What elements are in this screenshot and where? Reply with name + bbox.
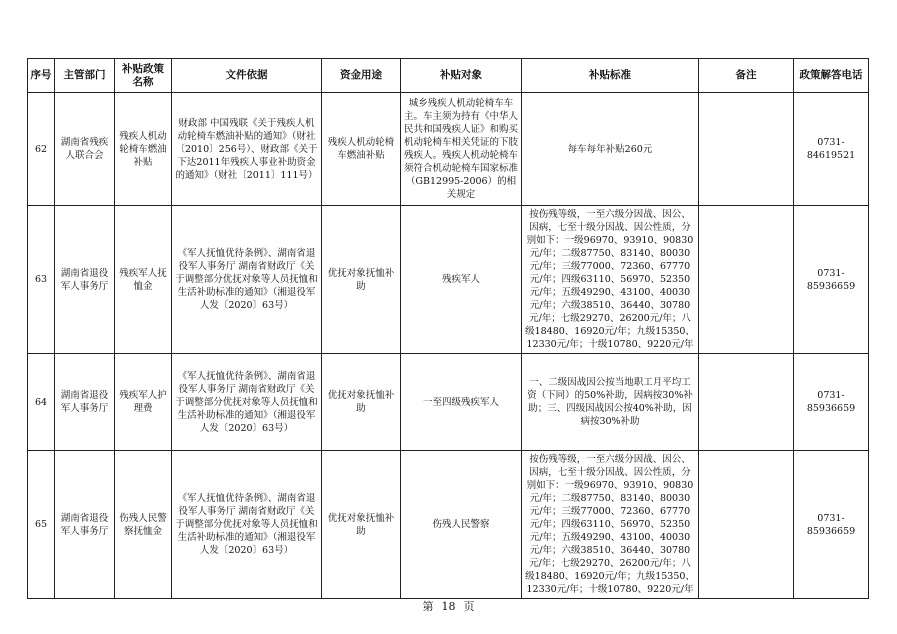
row-phone: 0731-84619521 [794, 93, 869, 206]
row-remark [699, 451, 794, 599]
table-row [28, 451, 869, 599]
row-dept: 湖南省退役军人事务厅 [55, 206, 115, 354]
row-standard: 一、二级因战因公按当地职工月平均工资（下同）的50%补助，因病按30%补助；三、四级因战因公按40%补助，因病按30%补助 [522, 354, 699, 451]
header-policy: 补贴政策名称 [115, 59, 172, 93]
row-phone: 0731-85936659 [794, 451, 869, 599]
row-phone: 0731-85936659 [794, 206, 869, 354]
row-standard: 按伤残等级，一至六级分因战、因公、因病，七至十级分因战、因公性质，分别如下：一级96970、93910、90830元/年；二级87750、83140、80030元/年；三级77000、72360、67770元/年；四级63110、56970、52350元/年；五级49290、43100、40030元/年；六级38510、36440、30780元/年；七级29270、26200元/年；八级18480、16920元/年；九级15350、12330元/年；十级10780、9220元/年 [522, 206, 699, 354]
row-dept: 湖南省退役军人事务厅 [55, 451, 115, 599]
row-use: 残疾人机动轮椅车燃油补贴 [322, 93, 401, 206]
row-dept: 湖南省退役军人事务厅 [55, 354, 115, 451]
row-basis: 《军人抚恤优待条例》、湖南省退役军人事务厅 湖南省财政厅《关于调整部分优抚对象等人员抚恤和生活补助标准的通知》（湘退役军人发〔2020〕63号） [172, 206, 322, 354]
row-remark [699, 206, 794, 354]
header-phone: 政策解答电话 [794, 59, 869, 93]
row-policy: 残疾军人抚恤金 [115, 206, 172, 354]
row-target: 城乡残疾人机动轮椅车车主。车主须为持有《中华人民共和国残疾人证》和购买机动轮椅车相关凭证的下肢残疾人。残疾人机动轮椅车须符合机动轮椅车国家标准（GB12995-2006）的相关规定 [401, 93, 522, 206]
header-remark: 备注 [699, 59, 794, 93]
row-remark [699, 93, 794, 206]
footer-suffix: 页 [463, 600, 475, 613]
subsidy-table [27, 58, 869, 599]
row-target: 伤残人民警察 [401, 451, 522, 599]
header-row [28, 59, 869, 93]
header-standard: 补贴标准 [522, 59, 699, 93]
row-dept: 湖南省残疾人联合会 [55, 93, 115, 206]
row-target: 残疾军人 [401, 206, 522, 354]
header-use: 资金用途 [322, 59, 401, 93]
row-standard: 每车每年补贴260元 [522, 93, 699, 206]
row-use: 优抚对象抚恤补助 [322, 206, 401, 354]
header-target: 补贴对象 [401, 59, 522, 93]
row-policy: 伤残人民警察抚恤金 [115, 451, 172, 599]
table-row [28, 354, 869, 451]
header-basis: 文件依据 [172, 59, 322, 93]
page-number: 18 [441, 600, 456, 613]
row-basis: 《军人抚恤优待条例》、湖南省退役军人事务厅 湖南省财政厅《关于调整部分优抚对象等人员抚恤和生活补助标准的通知》（湘退役军人发〔2020〕63号） [172, 354, 322, 451]
header-no: 序号 [28, 59, 55, 93]
row-no: 62 [28, 93, 55, 206]
row-no: 63 [28, 206, 55, 354]
header-dept: 主管部门 [55, 59, 115, 93]
row-basis: 财政部 中国残联《关于残疾人机动轮椅车燃油补贴的通知》（财社〔2010〕256号）、财政部《关于下达2011年残疾人事业补助资金的通知》（财社〔2011〕111号） [172, 93, 322, 206]
row-no: 64 [28, 354, 55, 451]
row-standard: 按伤残等级，一至六级分因战、因公、因病，七至十级分因战、因公性质，分别如下：一级96970、93910、90830元/年；二级87750、83140、80030元/年；三级77000、72360、67770元/年；四级63110、56970、52350元/年；五级49290、43100、40030元/年；六级38510、36440、30780元/年；七级29270、26200元/年；八级18480、16920元/年；九级15350、12330元/年；十级10780、9220元/年 [522, 451, 699, 599]
footer-prefix: 第 [422, 600, 434, 613]
row-target: 一至四级残疾军人 [401, 354, 522, 451]
row-no: 65 [28, 451, 55, 599]
row-use: 优抚对象抚恤补助 [322, 451, 401, 599]
row-remark [699, 354, 794, 451]
page-footer [0, 598, 897, 614]
table-row [28, 206, 869, 354]
row-basis: 《军人抚恤优待条例》、湖南省退役军人事务厅 湖南省财政厅《关于调整部分优抚对象等人员抚恤和生活补助标准的通知》（湘退役军人发〔2020〕63号） [172, 451, 322, 599]
table-row [28, 93, 869, 206]
row-phone: 0731-85936659 [794, 354, 869, 451]
row-policy: 残疾军人护理费 [115, 354, 172, 451]
row-policy: 残疾人机动轮椅车燃油补贴 [115, 93, 172, 206]
row-use: 优抚对象抚恤补助 [322, 354, 401, 451]
